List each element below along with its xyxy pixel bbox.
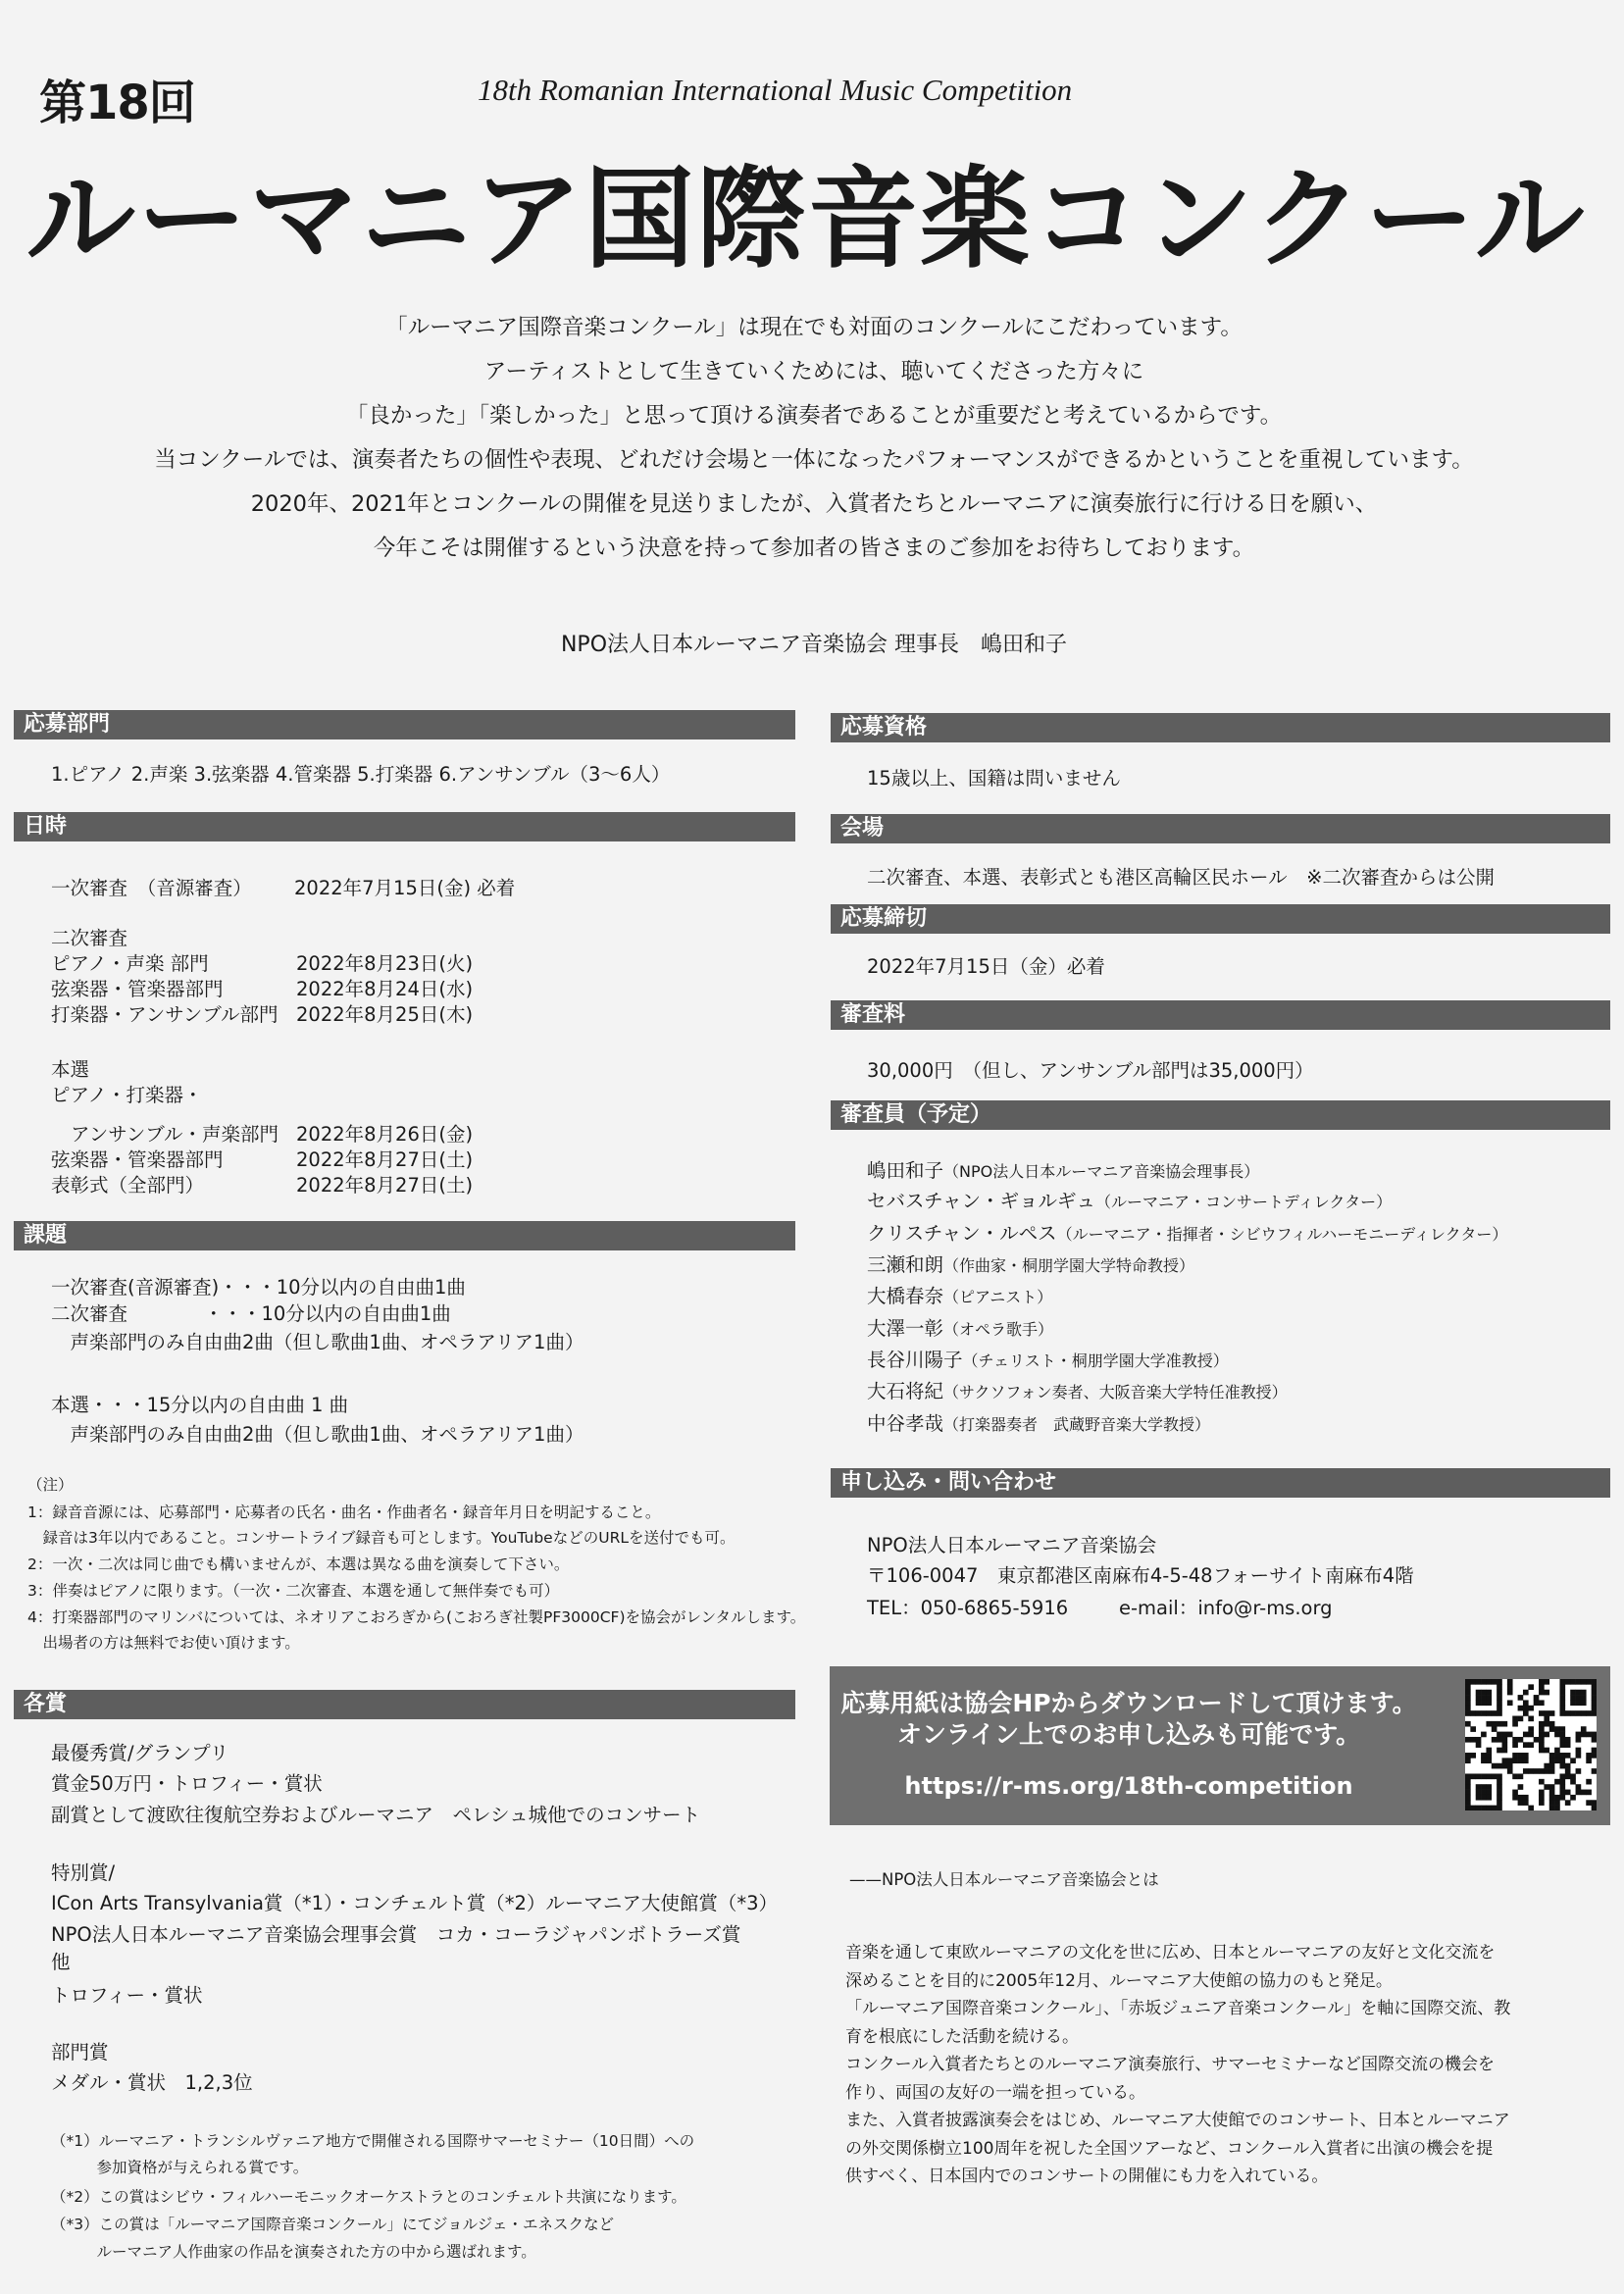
judge-name: 中谷孝哉 xyxy=(867,1412,944,1435)
note-line: 2：一次・二次は同じ曲でも構いませんが、本選は異なる曲を演奏して下さい。 xyxy=(27,1555,570,1573)
contact-tel: TEL：050-6865-5916 xyxy=(867,1597,1069,1619)
note-line: 3：伴奏はピアノに限ります。（一次・二次審査、本選を通して無伴奏でも可） xyxy=(27,1582,560,1600)
schedule-date: 2022年8月27日(土) xyxy=(296,1174,474,1197)
about-line: の外交関係樹立100周年を祝した全国ツアーなど、コンクール入賞者に出演の機会を提 xyxy=(845,2138,1494,2159)
about-line: 育を根底にした活動を続ける。 xyxy=(845,2026,1079,2047)
intro-line: 「良かった」「楽しかった」と思って頂ける演奏者であることが重要だと考えているからです。 xyxy=(345,403,1283,429)
judge-row xyxy=(867,1316,1053,1343)
fee-text: 30,000円 （但し、アンサンブル部門は35,000円） xyxy=(867,1059,1314,1082)
award-dept-title: 部門賞 xyxy=(51,2041,109,2064)
schedule-final-title: 本選 xyxy=(51,1058,90,1081)
schedule-label: 一次審査 （音源審査） xyxy=(51,877,252,899)
note-line: 録音は3年以内であること。コンサートライブ録音も可とします。YouTubeなどのURLを送付でも可。 xyxy=(27,1529,736,1547)
about-line: また、入賞者披露演奏会をはじめ、ルーマニア大使館でのコンサート、日本とルーマニア xyxy=(845,2111,1510,2130)
judge-row xyxy=(867,1252,1194,1279)
section-header-venue: 会場 xyxy=(831,814,1610,843)
award-line: トロフィー・賞状 xyxy=(51,1984,203,2007)
judge-desc: （NPO法人日本ルーマニア音楽協会理事長） xyxy=(943,1162,1260,1181)
schedule-row xyxy=(51,977,473,1002)
judge-desc: （ルーマニア・コンサートディレクター） xyxy=(1095,1193,1393,1211)
schedule-date: 2022年8月24日(水) xyxy=(296,978,474,1000)
venue-text: 二次審査、本選、表彰式とも港区高輪区民ホール ※二次審査からは公開 xyxy=(867,866,1495,889)
section-header-contact: 申し込み・問い合わせ xyxy=(831,1468,1610,1498)
qr-code-icon[interactable] xyxy=(1465,1679,1597,1810)
contact-org: NPO法人日本ルーマニア音楽協会 xyxy=(867,1534,1157,1556)
download-banner xyxy=(830,1666,1610,1825)
schedule-row xyxy=(51,1122,473,1147)
section-header-eligibility: 応募資格 xyxy=(831,713,1610,742)
schedule-label: 弦楽器・管楽器部門 xyxy=(51,978,224,1000)
schedule-label: アンサンブル・声楽部門 xyxy=(71,1123,279,1146)
section-header-tasks: 課題 xyxy=(14,1221,795,1250)
intro-line: 2020年、2021年とコンクールの開催を見送りましたが、入賞者たちとルーマニアに演奏旅行に行ける日を願い、 xyxy=(250,491,1378,517)
intro-line: アーティストとして生きていくためには、聴いてくださった方々に xyxy=(483,359,1144,384)
intro-line: 「ルーマニア国際音楽コンクール」は現在でも対面のコンクールにこだわっています。 xyxy=(385,315,1243,340)
note-line: 出場者の方は無料でお使い頂けます。 xyxy=(27,1634,300,1652)
notes-title: （注） xyxy=(27,1476,74,1494)
judge-row xyxy=(867,1284,1052,1310)
download-line: 応募用紙は協会HPからダウンロードして頂けます。 xyxy=(840,1689,1417,1717)
edition-label: 第18回 xyxy=(39,76,195,130)
award-line: ICon Arts Transylvania賞（*1）・コンチェルト賞（*2）ルーマニア大使館賞（*3） xyxy=(51,1892,779,1914)
english-title: 18th Romanian International Music Competition xyxy=(478,73,1073,107)
award-footnote: （*2）この賞はシビウ・フィルハーモニックオーケストラとのコンチェルト共演になります。 xyxy=(51,2188,686,2206)
section-header-awards: 各賞 xyxy=(14,1690,795,1719)
schedule-second-title: 二次審査 xyxy=(51,927,128,949)
section-header-judges: 審査員（予定） xyxy=(831,1100,1610,1130)
schedule-date: 2022年7月15日(金) 必着 xyxy=(294,877,516,899)
judge-desc: （サクソフォン奏者、大阪音楽大学特任准教授） xyxy=(943,1383,1288,1402)
schedule-row xyxy=(51,951,473,977)
section-header-schedule: 日時 xyxy=(14,812,795,841)
task-line: 声楽部門のみ自由曲2曲（但し歌曲1曲、オペラアリア1曲） xyxy=(51,1331,584,1353)
task-line: 本選・・・15分以内の自由曲 1 曲 xyxy=(51,1394,349,1416)
schedule-label: 打楽器・アンサンブル部門 xyxy=(51,1003,279,1026)
categories-text: 1.ピアノ 2.声楽 3.弦楽器 4.管楽器 5.打楽器 6.アンサンブル（3〜6人） xyxy=(51,763,671,786)
award-footnote: （*1）ルーマニア・トランシルヴァニア地方で開催される国際サマーセミナー（10日間）への xyxy=(51,2132,695,2150)
award-grand-title: 最優秀賞/グランプリ xyxy=(51,1742,229,1764)
schedule-row xyxy=(51,1002,473,1028)
chair-signature: NPO法人日本ルーマニア音楽協会 理事長 嶋田和子 xyxy=(560,633,1068,657)
task-line: 声楽部門のみ自由曲2曲（但し歌曲1曲、オペラアリア1曲） xyxy=(51,1423,584,1446)
award-footnote: （*3）この賞は「ルーマニア国際音楽コンクール」にてジョルジェ・エネスクなど xyxy=(51,2216,614,2233)
schedule-first-round xyxy=(51,876,515,901)
note-line: 4：打楽器部門のマリンバについては、ネオリアこおろぎから(こおろぎ社製PF3000CF)を協会がレンタルします。 xyxy=(27,1608,806,1626)
judge-name: 嶋田和子 xyxy=(867,1159,944,1182)
download-line: オンライン上でのお申し込みも可能です。 xyxy=(896,1720,1361,1749)
section-header-deadline: 応募締切 xyxy=(831,904,1610,934)
deadline-text: 2022年7月15日（金）必着 xyxy=(867,955,1105,978)
award-line: メダル・賞状 1,2,3位 xyxy=(51,2071,253,2094)
about-line: 供すべく、日本国内でのコンサートの開催にも力を入れている。 xyxy=(845,2167,1329,2186)
about-line: 「ルーマニア国際音楽コンクール」、「赤坂ジュニア音楽コンクール」を軸に国際交流、教 xyxy=(845,1999,1511,2018)
award-line: NPO法人日本ルーマニア音楽協会理事会賞 コカ・コーラジャパンボトラーズ賞 xyxy=(51,1923,741,1946)
contact-address: 〒106-0047 東京都港区南麻布4-5-48フォーサイト南麻布4階 xyxy=(867,1564,1414,1587)
judge-desc: （ルーマニア・指揮者・シビウフィルハーモニーディレクター） xyxy=(1056,1225,1508,1244)
intro-line: 今年こそは開催するという決意を持って参加者の皆さまのご参加をお待ちしております。 xyxy=(373,535,1255,561)
task-line: 二次審査 ・・・10分以内の自由曲1曲 xyxy=(51,1302,451,1325)
award-footnote: 参加資格が与えられる賞です。 xyxy=(51,2159,309,2176)
schedule-label: ピアノ・声楽 部門 xyxy=(51,952,209,975)
about-line: 深めることを目的に2005年12月、ルーマニア大使館の協力のもと発足。 xyxy=(845,1970,1393,1991)
judge-row xyxy=(867,1348,1229,1374)
main-title: ルーマニア国際音楽コンクール xyxy=(25,156,1587,283)
judge-row xyxy=(867,1379,1288,1405)
schedule-row xyxy=(51,1173,473,1198)
download-url[interactable]: https://r-ms.org/18th-competition xyxy=(904,1772,1353,1800)
judge-name: クリスチャン・ルペス xyxy=(867,1222,1057,1245)
about-line: コンクール入賞者たちとのルーマニア演奏旅行、サマーセミナーなど国際交流の機会を xyxy=(845,2055,1495,2074)
section-header-categories: 応募部門 xyxy=(14,710,795,739)
award-line: 賞金50万円・トロフィー・賞状 xyxy=(51,1772,323,1795)
schedule-date: 2022年8月27日(土) xyxy=(296,1148,474,1171)
about-line: 作り、両国の友好の一端を担っている。 xyxy=(845,2082,1145,2103)
judge-name: 大橋春奈 xyxy=(867,1285,944,1307)
award-line: 副賞として渡欧往復航空券およびルーマニア ペレシュ城他でのコンサート xyxy=(51,1804,701,1826)
schedule-label: 弦楽器・管楽器部門 xyxy=(51,1148,224,1171)
award-special-title: 特別賞/ xyxy=(51,1861,116,1884)
judge-desc: （作曲家・桐朋学園大学特命教授） xyxy=(943,1256,1195,1275)
judge-name: 大石将紀 xyxy=(867,1380,944,1402)
judge-desc: （ピアニスト） xyxy=(943,1288,1053,1306)
award-footnote: ルーマニア人作曲家の作品を演奏された方の中から選ばれます。 xyxy=(51,2243,536,2261)
intro-text xyxy=(98,306,1530,571)
schedule-date: 2022年8月26日(金) xyxy=(296,1123,474,1146)
note-line: 1：録音音源には、応募部門・応募者の氏名・曲名・作曲者名・録音年月日を明記すること。 xyxy=(27,1504,661,1521)
judge-row xyxy=(867,1158,1259,1185)
award-line: 他 xyxy=(51,1951,71,1973)
about-title: ——NPO法人日本ルーマニア音楽協会とは xyxy=(849,1870,1159,1889)
judge-desc: （オペラ歌手） xyxy=(943,1320,1054,1339)
judge-row xyxy=(867,1189,1392,1215)
judge-name: 長谷川陽子 xyxy=(867,1349,963,1371)
about-body xyxy=(845,1939,1510,2191)
contact-email[interactable]: e-mail：info@r-ms.org xyxy=(1119,1597,1333,1619)
task-line: 一次審査(音源審査)・・・10分以内の自由曲1曲 xyxy=(51,1276,466,1299)
schedule-date: 2022年8月23日(火) xyxy=(296,952,474,975)
about-line: 音楽を通して東欧ルーマニアの文化を世に広め、日本とルーマニアの友好と文化交流を xyxy=(845,1943,1496,1963)
section-header-fee: 審査料 xyxy=(831,1000,1610,1030)
judge-name: 大澤一彰 xyxy=(867,1317,944,1340)
eligibility-text: 15歳以上、国籍は問いません xyxy=(867,767,1121,790)
judge-desc: （打楽器奏者 武蔵野音楽大学教授） xyxy=(943,1415,1211,1434)
intro-line: 当コンクールでは、演奏者たちの個性や表現、どれだけ会場と一体になったパフォーマンスができるかということを重視しています。 xyxy=(154,447,1474,473)
schedule-row xyxy=(51,1147,473,1173)
judge-name: セバスチャン・ギョルギュ xyxy=(867,1190,1096,1212)
schedule-label: 表彰式（全部門） xyxy=(51,1174,205,1197)
judge-desc: （チェリスト・桐朋学園大学准教授） xyxy=(962,1351,1229,1370)
judge-row xyxy=(867,1221,1507,1248)
judge-row xyxy=(867,1411,1210,1438)
judge-name: 三瀬和朗 xyxy=(867,1253,944,1276)
schedule-date: 2022年8月25日(木) xyxy=(296,1003,474,1026)
schedule-final-label: ピアノ・打楽器・ xyxy=(51,1084,203,1106)
